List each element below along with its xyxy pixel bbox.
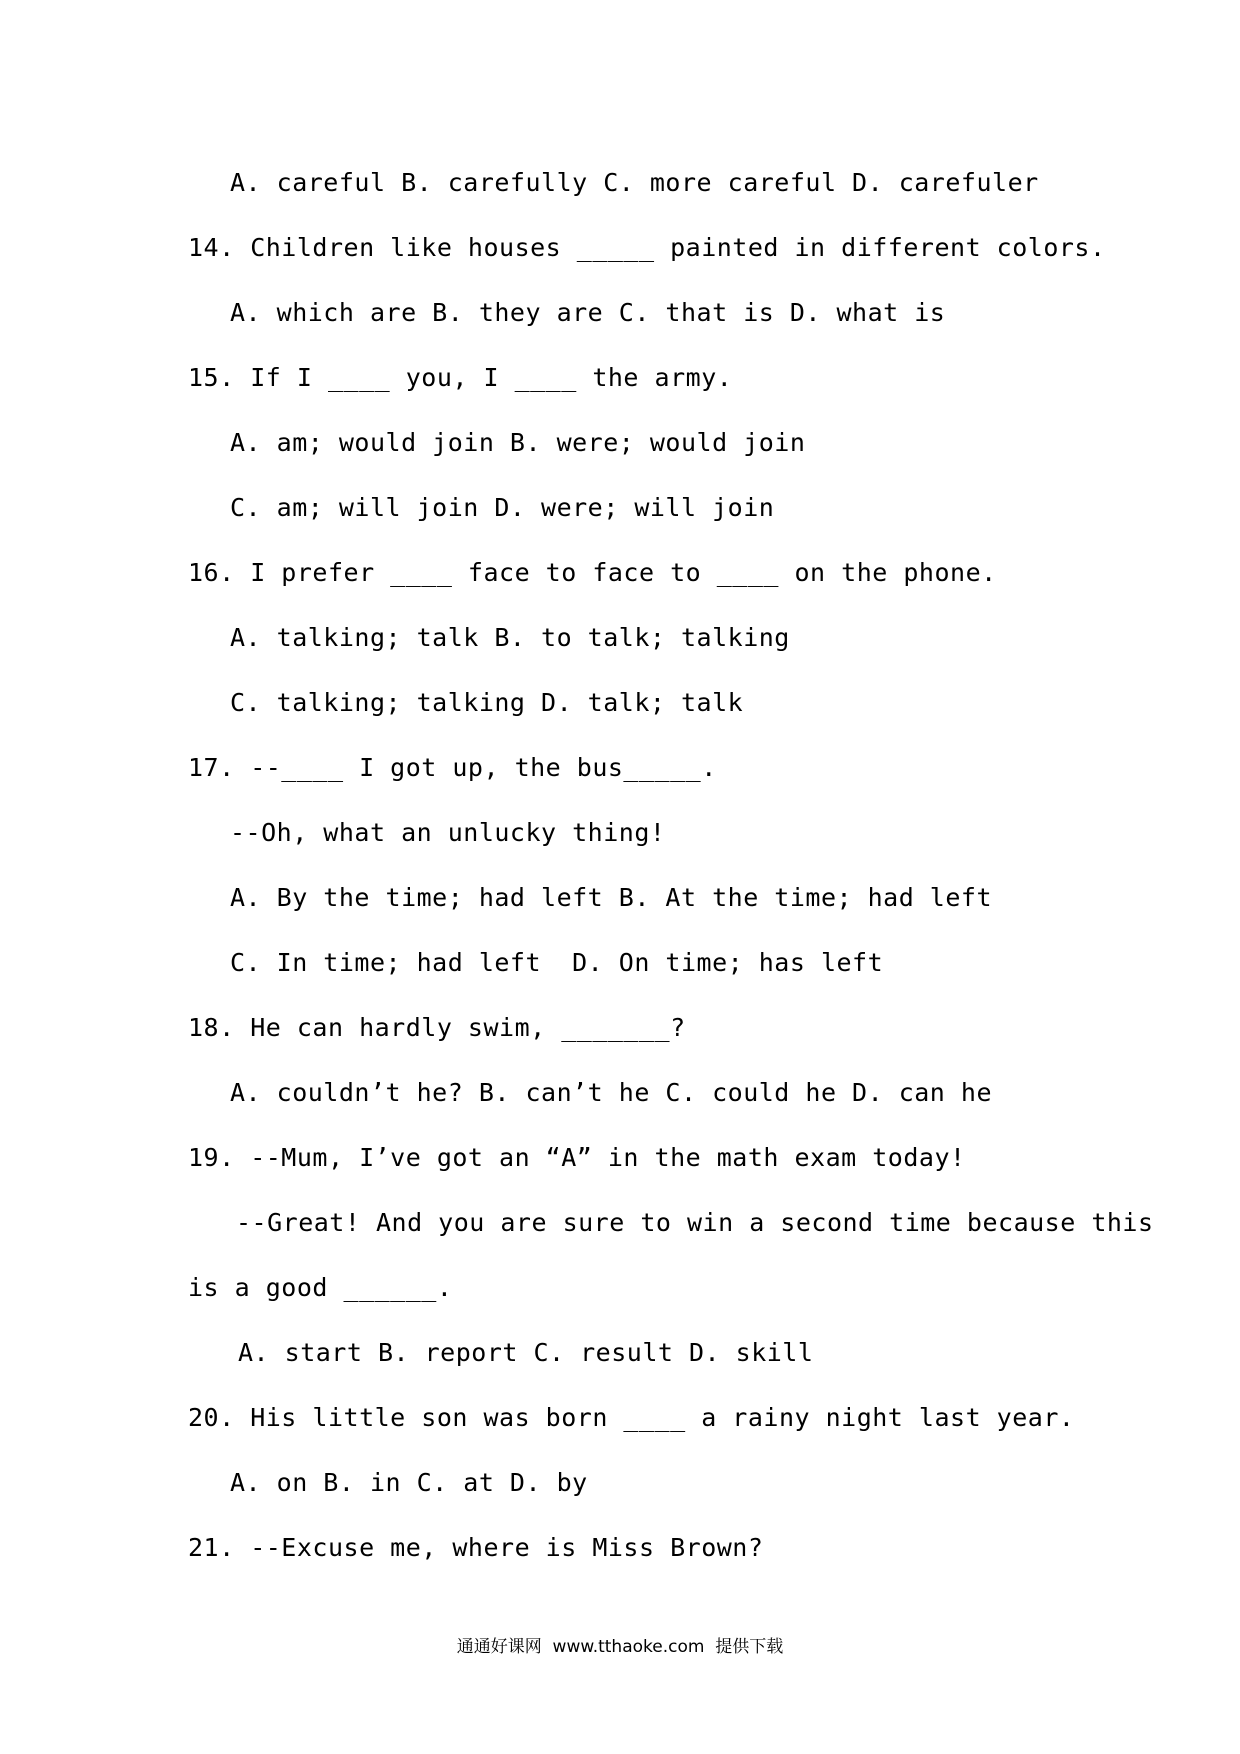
q20-question: 20. His little son was born ____ a rainy night last year. [188,1403,1075,1432]
q14-question: 14. Children like houses _____ painted in different colors. [188,233,1106,262]
q18-options: A. couldn’t he? B. can’t he C. could he D. can he [230,1078,993,1107]
q17-reply: --Oh, what an unlucky thing! [230,818,666,847]
q21-question: 21. --Excuse me, where is Miss Brown? [188,1533,764,1562]
q20-options: A. on B. in C. at D. by [230,1468,588,1497]
q14-options: A. which are B. they are C. that is D. what is [230,298,946,327]
q16-options-ab: A. talking; talk B. to talk; talking [230,623,790,652]
q19-reply: --Great! And you are sure to win a second time because this [236,1208,1154,1237]
q19-question: 19. --Mum, I’ve got an “A” in the math exam today! [188,1143,966,1172]
footer-watermark: 通通好课网 www.tthaoke.com 提供下载 [456,1637,784,1657]
q13-options: A. careful B. carefully C. more careful D. carefuler [230,168,1039,197]
q19-reply-continued: is a good ______. [188,1273,453,1302]
q19-options: A. start B. report C. result D. skill [238,1338,814,1367]
q15-options-cd: C. am; will join D. were; will join [230,493,775,522]
q17-options-ab: A. By the time; had left B. At the time; had left [230,883,993,912]
q17-question: 17. --____ I got up, the bus_____. [188,753,717,782]
q15-options-ab: A. am; would join B. were; would join [230,428,806,457]
q16-question: 16. I prefer ____ face to face to ____ on the phone. [188,558,997,587]
q15-question: 15. If I ____ you, I ____ the army. [188,363,733,392]
q18-question: 18. He can hardly swim, _______? [188,1013,686,1042]
q17-options-cd: C. In time; had left D. On time; has left [230,948,884,977]
q16-options-cd: C. talking; talking D. talk; talk [230,688,744,717]
